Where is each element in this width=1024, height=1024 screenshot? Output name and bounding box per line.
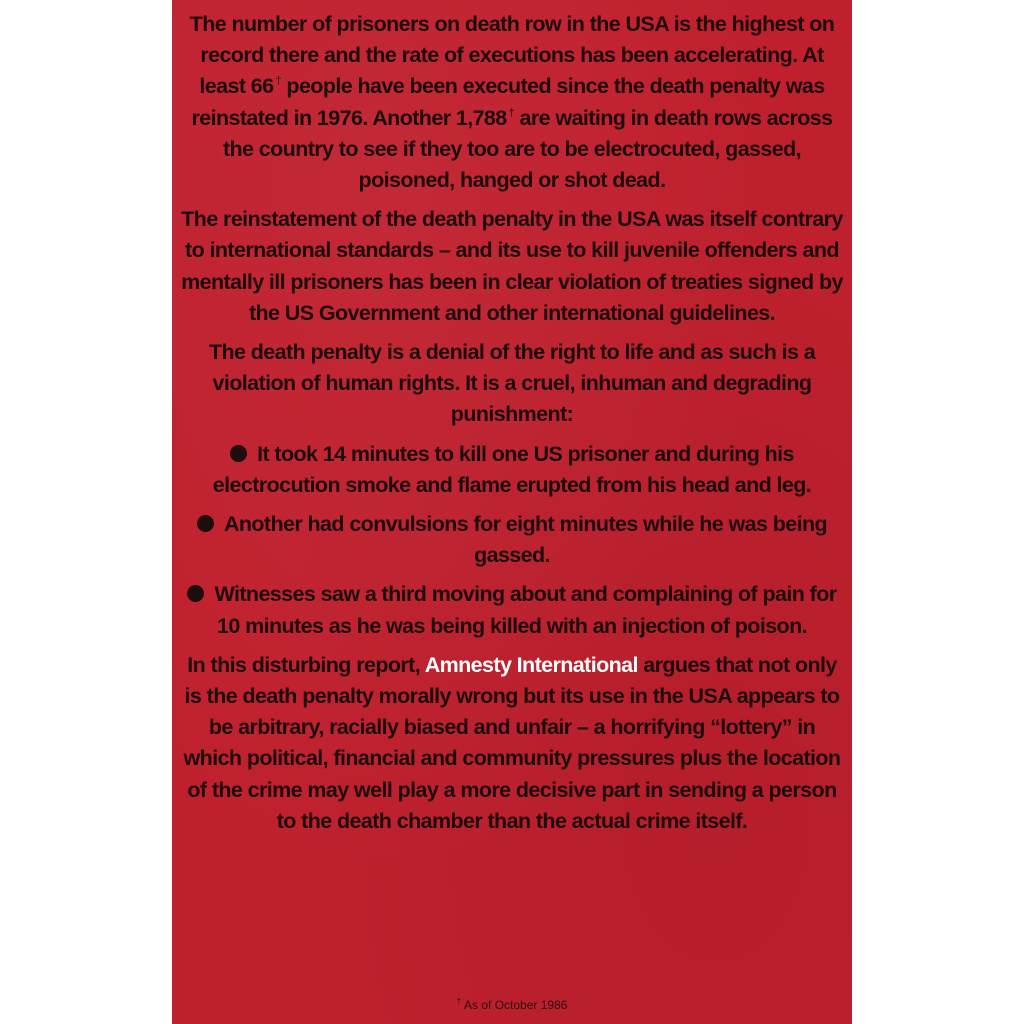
bullet-item: Witnesses saw a third moving about and complaining of pain for 10 minutes as he was being killed with an injection of poison.	[180, 579, 844, 641]
dagger-mark: †	[508, 106, 515, 119]
paragraph-reinstatement: The reinstatement of the death penalty in the USA was itself contrary to international standards – and its use to kill juvenile offenders and mentally ill prisoners has been in clear violation of treaties signed by the US Government and other international guidelines.	[181, 207, 843, 325]
amnesty-international-name: Amnesty International	[424, 652, 638, 677]
bullet-icon	[187, 585, 204, 602]
paragraph-report: In this disturbing report, Amnesty International argues that not only is the death penalty morally wrong but its use in the USA appears to be arbitrary, racially biased and unfair – a horrifying “lottery” in which political, financial and community pressures plus the location of the crime may well play a more decisive part in sending a person to the death chamber than the actual crime itself.	[183, 652, 841, 833]
paragraph-intro: The number of prisoners on death row in the USA is the highest on record there and the rate of executions has been accelerating. At least 66 † people have been executed since the death penalty was reinstated in 1976. Another 1,788 † are waiting in death rows across the country to see if they too are to be electrocuted, gassed, poisoned, hanged or shot dead.	[189, 12, 835, 193]
bullet-icon	[197, 515, 214, 532]
paragraph-denial: The death penalty is a denial of the right to life and as such is a violation of human rights. It is a cruel, inhuman and degrading punishment:	[208, 340, 816, 427]
blurb-text	[180, 9, 844, 845]
footnote	[172, 994, 852, 1013]
bullet-item: Another had convulsions for eight minutes while he was being gassed.	[180, 509, 844, 571]
dagger-mark: †	[275, 75, 282, 88]
bullet-item: It took 14 minutes to kill one US prisoner and during his electrocution smoke and flame erupted from his head and leg.	[212, 441, 812, 497]
back-cover	[172, 0, 852, 1024]
bullet-icon	[230, 445, 247, 462]
footnote-text: As of October 1986	[464, 998, 568, 1012]
footnote-mark: †	[456, 997, 462, 1006]
